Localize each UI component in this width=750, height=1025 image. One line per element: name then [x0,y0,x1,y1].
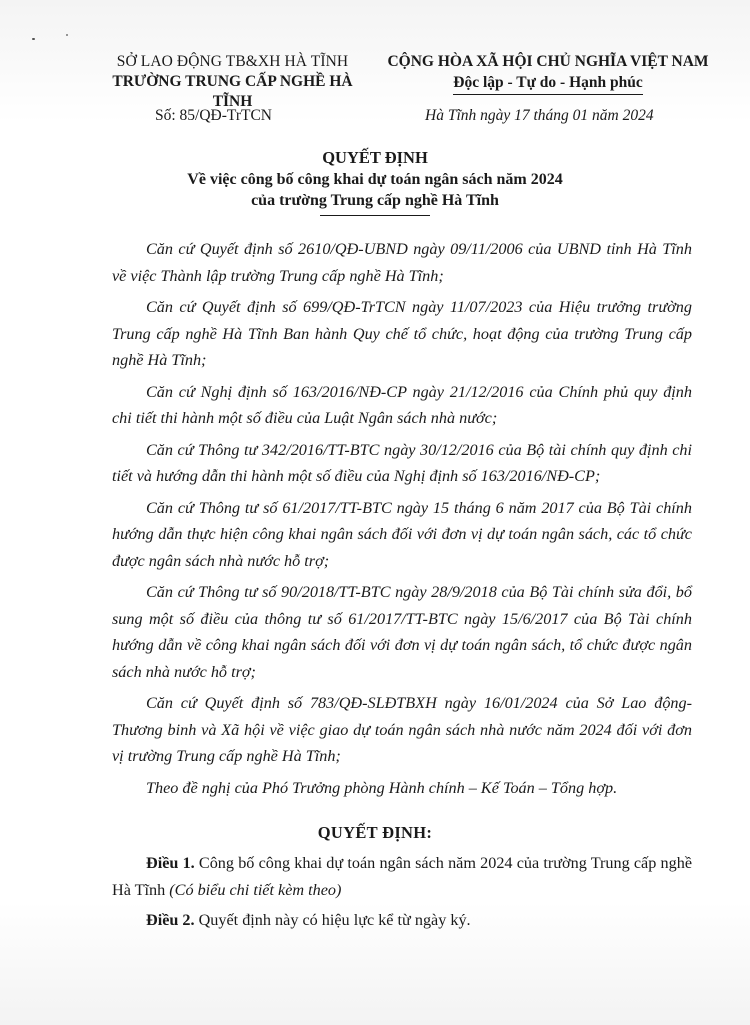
preamble [112,236,692,801]
nation-name: CỘNG HÒA XÃ HỘI CHỦ NGHĨA VIỆT NAM [387,53,709,70]
document-subject-line-2: của trường Trung cấp nghề Hà Tĩnh [251,192,499,209]
articles [112,850,692,938]
title-underline [320,215,430,216]
agency-name: SỞ LAO ĐỘNG TB&XH HÀ TĨNH [116,53,349,70]
motto: Độc lập - Tự do - Hạnh phúc [453,72,642,95]
preamble-paragraph: Theo đề nghị của Phó Trưởng phòng Hành chính – Kế Toán – Tổng hợp. [146,778,618,797]
article-label: Điều 1. [146,854,195,872]
article-text: Quyết định này có hiệu lực kể từ ngày ký. [194,911,471,929]
decision-heading: QUYẾT ĐỊNH: [317,823,433,842]
article-1 [112,850,692,903]
scan-speck [32,38,35,40]
preamble-paragraph: Căn cứ Quyết định số 699/QĐ-TrTCN ngày 11/07/2023 của Hiệu trưởng trường Trung cấp nghề Hà Tĩnh Ban hành Quy chế tổ chức, hoạt động của trường Trung cấp nghề Hà Tĩnh; [112,298,692,369]
article-text: Công bố công khai dự toán ngân sách năm 2024 của trường Trung cấp nghề Hà Tĩnh [112,854,693,899]
preamble-paragraph: Căn cứ Thông tư 342/2016/TT-BTC ngày 30/12/2016 của Bộ tài chính quy định chi tiết và hướng dẫn thi hành một số điều của Nghị định số 163/2016/NĐ-CP; [112,440,692,485]
document-subject-line-1: Về việc công bố công khai dự toán ngân sách năm 2024 [187,171,563,188]
preamble-paragraph: Căn cứ Thông tư số 61/2017/TT-BTC ngày 15 tháng 6 năm 2017 của Bộ Tài chính hướng dẫn thực hiện công khai ngân sách đối với đơn vị dự toán ngân sách, các tổ chức được ngân sách nhà nước hỗ trợ; [112,498,692,570]
article-note: (Có biểu chi tiết kèm theo) [169,880,342,899]
national-motto-block [378,52,718,95]
preamble-paragraph: Căn cứ Quyết định số 2610/QĐ-UBND ngày 09/11/2006 của UBND tỉnh Hà Tĩnh về việc Thành lập trường Trung cấp nghề Hà Tĩnh; [112,240,692,285]
title-block [0,147,750,216]
preamble-paragraph: Căn cứ Quyết định số 783/QĐ-SLĐTBXH ngày 16/01/2024 của Sở Lao động-Thương binh và Xã hội về việc giao dự toán ngân sách nhà nước năm 2024 đối với đơn vị trường Trung cấp nghề Hà Tĩnh; [112,694,692,765]
document-title: QUYẾT ĐỊNH [322,148,428,167]
school-name: TRƯỜNG TRUNG CẤP NGHỀ HÀ TĨNH [112,73,353,110]
article-label: Điều 2. [146,911,195,929]
article-2 [112,907,692,934]
preamble-paragraph: Căn cứ Nghị định số 163/2016/NĐ-CP ngày 21/12/2016 của Chính phủ quy định chi tiết thi hành một số điều của Luật Ngân sách nhà nước; [112,382,692,427]
issuer-block [95,52,370,112]
document-number: Số: 85/QĐ-TrTCN [155,107,272,124]
scan-speck [66,34,68,36]
place-date: Hà Tĩnh ngày 17 tháng 01 năm 2024 [425,107,654,124]
preamble-paragraph: Căn cứ Thông tư số 90/2018/TT-BTC ngày 28/9/2018 của Bộ Tài chính sửa đổi, bổ sung một số điều của thông tư số 61/2017/TT-BTC ngày 15/6/2017 của Bộ Tài chính hướng dẫn về công khai ngân sách đối với đơn vị dự toán ngân sách, tổ chức được ngân sách nhà nước hỗ trợ; [112,583,692,681]
